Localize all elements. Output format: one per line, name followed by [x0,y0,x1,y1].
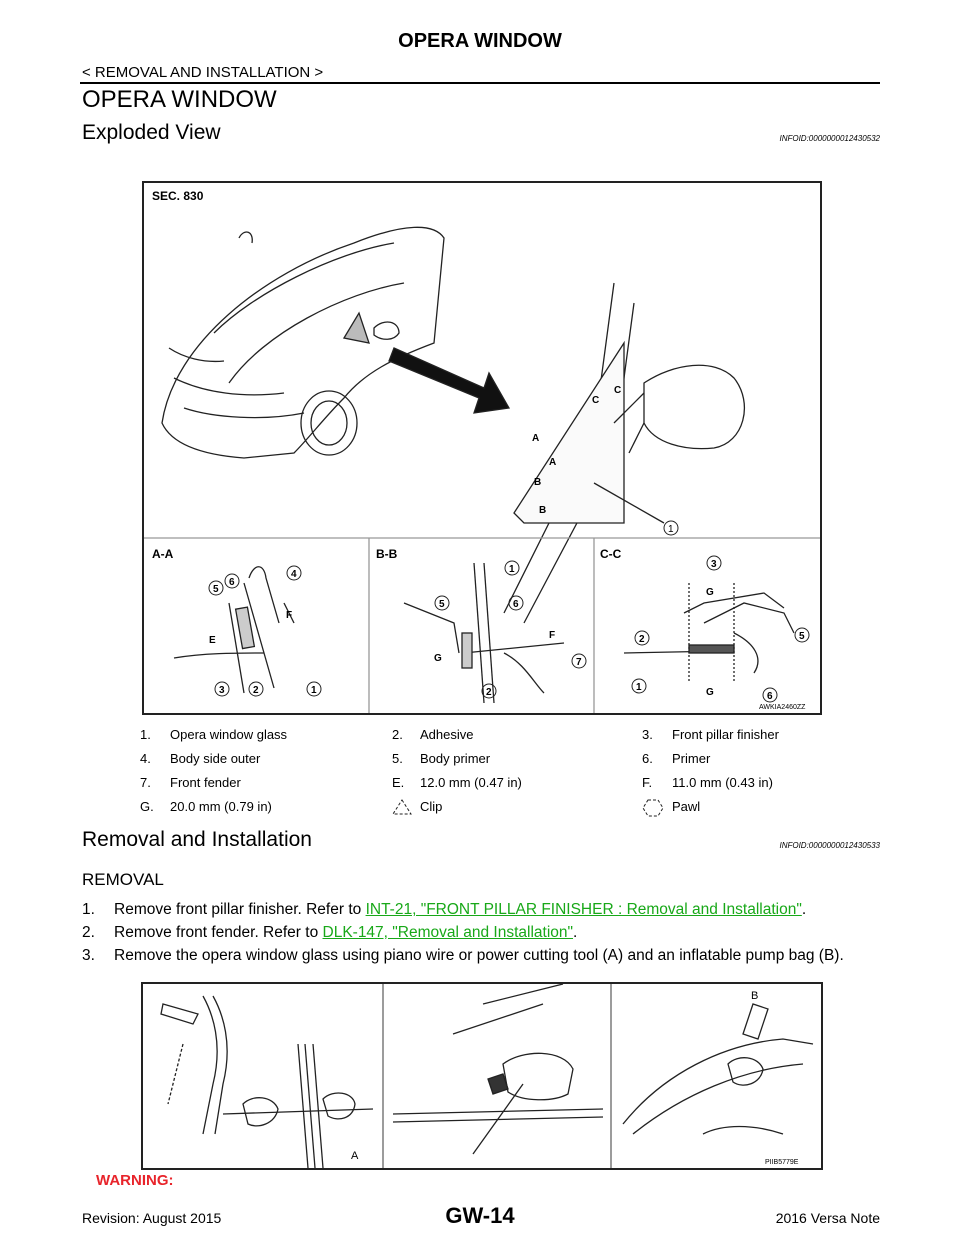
page-code: GW-14 [445,1203,515,1228]
callout-c-1: C [614,385,622,396]
legend-key: 2. [392,727,403,742]
legend-key: E. [392,775,405,790]
section-title: OPERA WINDOW [82,86,277,113]
callout-c-2: C [592,395,600,406]
tool-label-a: A [351,1150,359,1162]
legend-key: G. [140,799,154,814]
breadcrumb: < REMOVAL AND INSTALLATION > [82,64,324,81]
legend-value: Primer [672,751,711,766]
removal-subheading: REMOVAL [82,870,164,889]
step-text-end: . [573,924,578,941]
legend-value: Body primer [420,751,491,766]
aa-callout-4: 4 [291,569,297,580]
legend-key: 6. [642,751,653,766]
cc-callout-2: 2 [639,634,645,645]
step-number: 2. [82,924,95,941]
step-2 [82,923,882,942]
aa-callout-f: F [286,610,293,621]
legend-key: 3. [642,727,653,742]
pump-label-b: B [751,990,759,1002]
figure-code-2: PIIB5779E [765,1159,799,1166]
callout-b-1: B [534,477,542,488]
header-rule [80,82,880,84]
legend [140,727,830,823]
pawl-symbol-icon [642,799,664,820]
cc-callout-1: 1 [636,682,642,693]
callout-a-2: A [549,457,557,468]
exploded-view-infoid: INFOID:0000000012430532 [779,134,880,143]
legend-value: Pawl [672,799,701,814]
legend-value: Body side outer [170,751,261,766]
legend-row [140,799,830,819]
legend-key: 5. [392,751,403,766]
step-text: Remove front fender. Refer to [114,924,323,941]
dlk-147-link[interactable]: DLK-147, "Removal and Installation" [322,924,574,941]
aa-callout-2: 2 [253,685,259,696]
page-title: OPERA WINDOW [398,30,562,52]
bb-callout-g: G [434,653,442,664]
legend-value: 11.0 mm (0.43 in) [672,775,773,790]
legend-value: Front fender [170,775,241,790]
legend-row [140,727,830,747]
legend-row [140,751,830,771]
step-number: 3. [82,947,95,964]
step-3 [82,946,882,965]
cc-callout-g-top: G [706,587,714,598]
bb-callout-7: 7 [576,657,582,668]
removal-figure [141,982,823,1170]
bb-callout-6: 6 [513,599,519,610]
step-1 [82,900,882,919]
legend-key: 1. [140,727,151,742]
aa-callout-6: 6 [229,577,235,588]
legend-value: Opera window glass [170,727,288,742]
callout-a-1: A [532,433,540,444]
cc-callout-3: 3 [711,559,717,570]
exploded-view-figure [142,181,822,715]
legend-value: 20.0 mm (0.79 in) [170,799,272,814]
clip-symbol-icon [392,799,412,818]
legend-value: 12.0 mm (0.47 in) [420,775,522,790]
warning-label: WARNING: [96,1172,174,1189]
model-text: 2016 Versa Note [775,1210,880,1226]
aa-callout-1: 1 [311,685,317,696]
aa-callout-5: 5 [213,584,219,595]
removal-drawing [143,984,821,1168]
exploded-view-drawing [144,183,820,713]
bb-callout-2: 2 [486,687,492,698]
bb-callout-1: 1 [509,564,515,575]
figure-code-1: AWKIA2460ZZ [759,704,806,711]
bb-callout-5: 5 [439,599,445,610]
callout-b-2: B [539,505,547,516]
aa-callout-e: E [209,635,216,646]
int-21-link[interactable]: INT-21, "FRONT PILLAR FINISHER : Removal and Installation" [365,901,802,918]
cc-callout-6: 6 [767,691,773,702]
legend-value: Adhesive [420,727,474,742]
legend-value: Front pillar finisher [672,727,779,742]
cc-callout-g-bottom: G [706,687,714,698]
aa-callout-3: 3 [219,685,225,696]
section-aa-label: A-A [152,547,174,561]
cc-callout-5: 5 [799,631,805,642]
exploded-view-heading: Exploded View [82,121,221,144]
legend-key: F. [642,775,653,790]
bb-callout-f: F [549,630,556,641]
section-cc-label: C-C [600,547,622,561]
step-text: Remove front pillar finisher. Refer to [114,901,366,918]
removal-installation-heading: Removal and Installation [82,828,312,851]
removal-installation-infoid: INFOID:0000000012430533 [779,841,880,850]
callout-1-main: 1 [668,524,674,535]
revision-text: Revision: August 2015 [82,1210,222,1226]
step-text-end: . [801,901,807,918]
step-text: Remove the opera window glass using piano wire or power cutting tool (A) and an inflatable pump bag (B). [114,947,844,964]
legend-value: Clip [420,799,443,814]
sec-label: SEC. 830 [152,189,204,203]
step-number: 1. [82,901,95,918]
legend-key: 7. [140,775,151,790]
legend-row [140,775,830,795]
legend-key: 4. [140,751,151,766]
section-bb-label: B-B [376,547,398,561]
